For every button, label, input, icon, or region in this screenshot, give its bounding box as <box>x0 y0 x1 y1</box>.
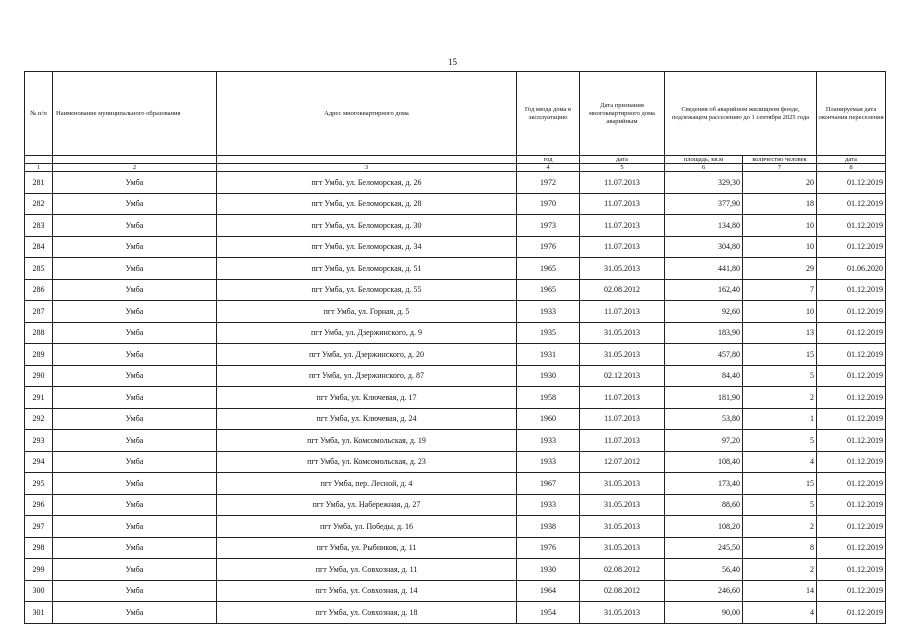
table-row <box>25 387 886 409</box>
table-row <box>25 451 886 473</box>
people-cell: 2 <box>743 516 817 538</box>
year-cell: 1933 <box>517 494 580 516</box>
year-cell: 1933 <box>517 430 580 452</box>
year-cell: 1958 <box>517 387 580 409</box>
address-cell: пгт Умба, ул. Ключевая, д. 24 <box>217 408 517 430</box>
municipality-cell: Умба <box>53 580 217 602</box>
municipality-cell: Умба <box>53 451 217 473</box>
year-cell: 1938 <box>517 516 580 538</box>
row-number-cell: 301 <box>25 602 53 624</box>
planned-date-cell: 01.12.2019 <box>817 473 886 495</box>
page-number: 15 <box>448 57 457 67</box>
year-cell: 1935 <box>517 322 580 344</box>
column-number: 5 <box>580 164 665 172</box>
planned-date-cell: 01.06.2020 <box>817 258 886 280</box>
planned-date-cell: 01.12.2019 <box>817 559 886 581</box>
recognition-date-cell: 31.05.2013 <box>580 258 665 280</box>
subheader-row <box>25 156 886 164</box>
table-row <box>25 365 886 387</box>
planned-date-cell: 01.12.2019 <box>817 387 886 409</box>
address-cell: пгт Умба, ул. Победы, д. 16 <box>217 516 517 538</box>
address-cell: пгт Умба, ул. Дзержинского, д. 20 <box>217 344 517 366</box>
row-number-cell: 289 <box>25 344 53 366</box>
municipality-cell: Умба <box>53 537 217 559</box>
row-number-cell: 296 <box>25 494 53 516</box>
row-number-cell: 283 <box>25 215 53 237</box>
column-number: 7 <box>743 164 817 172</box>
people-cell: 4 <box>743 451 817 473</box>
planned-date-cell: 01.12.2019 <box>817 451 886 473</box>
subheader-year: год <box>517 156 580 164</box>
address-cell: пгт Умба, ул. Совхозная, д. 11 <box>217 559 517 581</box>
recognition-date-cell: 11.07.2013 <box>580 215 665 237</box>
address-cell: пгт Умба, ул. Комсомольская, д. 23 <box>217 451 517 473</box>
address-cell: пгт Умба, ул. Беломорская, д. 26 <box>217 172 517 194</box>
table-row <box>25 215 886 237</box>
address-cell: пгт Умба, ул. Беломорская, д. 55 <box>217 279 517 301</box>
row-number-cell: 287 <box>25 301 53 323</box>
year-cell: 1967 <box>517 473 580 495</box>
table-row <box>25 602 886 624</box>
address-cell: пгт Умба, ул. Комсомольская, д. 19 <box>217 430 517 452</box>
row-number-cell: 299 <box>25 559 53 581</box>
column-number: 4 <box>517 164 580 172</box>
row-number-cell: 291 <box>25 387 53 409</box>
planned-date-cell: 01.12.2019 <box>817 537 886 559</box>
row-number-cell: 285 <box>25 258 53 280</box>
table-row <box>25 279 886 301</box>
people-cell: 15 <box>743 473 817 495</box>
address-cell: пгт Умба, ул. Совхозная, д. 14 <box>217 580 517 602</box>
recognition-date-cell: 31.05.2013 <box>580 473 665 495</box>
municipality-cell: Умба <box>53 344 217 366</box>
subheader-end-date: дата <box>817 156 886 164</box>
area-cell: 329,30 <box>665 172 743 194</box>
area-cell: 56,40 <box>665 559 743 581</box>
year-cell: 1964 <box>517 580 580 602</box>
area-cell: 92,60 <box>665 301 743 323</box>
recognition-date-cell: 02.08.2012 <box>580 559 665 581</box>
row-number-cell: 290 <box>25 365 53 387</box>
header-planned-date: Планируемая дата окончания переселения <box>817 72 886 156</box>
header-year: Год ввода дома в эксплуатацию <box>517 72 580 156</box>
area-cell: 441,80 <box>665 258 743 280</box>
address-cell: пгт Умба, ул. Беломорская, д. 28 <box>217 193 517 215</box>
year-cell: 1931 <box>517 344 580 366</box>
address-cell: пгт Умба, ул. Ключевая, д. 17 <box>217 387 517 409</box>
municipality-cell: Умба <box>53 602 217 624</box>
column-number: 1 <box>25 164 53 172</box>
address-cell: пгт Умба, ул. Рыбников, д. 11 <box>217 537 517 559</box>
planned-date-cell: 01.12.2019 <box>817 408 886 430</box>
municipality-cell: Умба <box>53 258 217 280</box>
recognition-date-cell: 02.08.2012 <box>580 580 665 602</box>
municipality-cell: Умба <box>53 387 217 409</box>
people-cell: 1 <box>743 408 817 430</box>
people-cell: 7 <box>743 279 817 301</box>
header-row-number: № п/п <box>25 72 53 156</box>
municipality-cell: Умба <box>53 301 217 323</box>
area-cell: 246,60 <box>665 580 743 602</box>
subheader-date: дата <box>580 156 665 164</box>
year-cell: 1960 <box>517 408 580 430</box>
header-municipality: Наименование муниципального образования <box>53 72 217 156</box>
planned-date-cell: 01.12.2019 <box>817 580 886 602</box>
table-row <box>25 516 886 538</box>
municipality-cell: Умба <box>53 494 217 516</box>
planned-date-cell: 01.12.2019 <box>817 215 886 237</box>
header-address: Адрес многоквартирного дома <box>217 72 517 156</box>
people-cell: 13 <box>743 322 817 344</box>
year-cell: 1976 <box>517 236 580 258</box>
address-cell: пгт Умба, пер. Лесной, д. 4 <box>217 473 517 495</box>
table-row <box>25 430 886 452</box>
people-cell: 5 <box>743 494 817 516</box>
people-cell: 8 <box>743 537 817 559</box>
area-cell: 162,40 <box>665 279 743 301</box>
area-cell: 108,20 <box>665 516 743 538</box>
address-cell: пгт Умба, ул. Набережная, д. 27 <box>217 494 517 516</box>
column-number: 8 <box>817 164 886 172</box>
planned-date-cell: 01.12.2019 <box>817 344 886 366</box>
planned-date-cell: 01.12.2019 <box>817 301 886 323</box>
planned-date-cell: 01.12.2019 <box>817 322 886 344</box>
area-cell: 88,60 <box>665 494 743 516</box>
planned-date-cell: 01.12.2019 <box>817 430 886 452</box>
people-cell: 5 <box>743 365 817 387</box>
recognition-date-cell: 11.07.2013 <box>580 172 665 194</box>
people-cell: 20 <box>743 172 817 194</box>
area-cell: 134,80 <box>665 215 743 237</box>
people-cell: 29 <box>743 258 817 280</box>
planned-date-cell: 01.12.2019 <box>817 494 886 516</box>
people-cell: 5 <box>743 430 817 452</box>
recognition-date-cell: 11.07.2013 <box>580 430 665 452</box>
subheader-people: количество человек <box>743 156 817 164</box>
recognition-date-cell: 12.07.2012 <box>580 451 665 473</box>
recognition-date-cell: 31.05.2013 <box>580 602 665 624</box>
recognition-date-cell: 02.12.2013 <box>580 365 665 387</box>
year-cell: 1954 <box>517 602 580 624</box>
table-row <box>25 344 886 366</box>
recognition-date-cell: 31.05.2013 <box>580 494 665 516</box>
people-cell: 2 <box>743 387 817 409</box>
header-emergency-fund: Сведения об аварийном жилищном фонде, подлежащем расселению до 1 сентября 2025 года <box>665 72 817 156</box>
planned-date-cell: 01.12.2019 <box>817 365 886 387</box>
municipality-cell: Умба <box>53 172 217 194</box>
table-row <box>25 559 886 581</box>
subheader-area: площадь, кв.м <box>665 156 743 164</box>
table-row <box>25 473 886 495</box>
area-cell: 108,40 <box>665 451 743 473</box>
people-cell: 4 <box>743 602 817 624</box>
table-row <box>25 408 886 430</box>
people-cell: 10 <box>743 215 817 237</box>
table-row <box>25 193 886 215</box>
year-cell: 1970 <box>517 193 580 215</box>
municipality-cell: Умба <box>53 236 217 258</box>
address-cell: пгт Умба, ул. Беломорская, д. 30 <box>217 215 517 237</box>
address-cell: пгт Умба, ул. Дзержинского, д. 9 <box>217 322 517 344</box>
recognition-date-cell: 31.05.2013 <box>580 322 665 344</box>
row-number-cell: 288 <box>25 322 53 344</box>
area-cell: 245,50 <box>665 537 743 559</box>
municipality-cell: Умба <box>53 365 217 387</box>
table-body <box>25 172 886 624</box>
column-number: 2 <box>53 164 217 172</box>
row-number-cell: 300 <box>25 580 53 602</box>
area-cell: 457,80 <box>665 344 743 366</box>
recognition-date-cell: 11.07.2013 <box>580 193 665 215</box>
planned-date-cell: 01.12.2019 <box>817 236 886 258</box>
people-cell: 18 <box>743 193 817 215</box>
row-number-cell: 294 <box>25 451 53 473</box>
municipality-cell: Умба <box>53 473 217 495</box>
area-cell: 377,90 <box>665 193 743 215</box>
column-number-row <box>25 164 886 172</box>
recognition-date-cell: 11.07.2013 <box>580 408 665 430</box>
address-cell: пгт Умба, ул. Беломорская, д. 34 <box>217 236 517 258</box>
people-cell: 10 <box>743 301 817 323</box>
address-cell: пгт Умба, ул. Горная, д. 5 <box>217 301 517 323</box>
people-cell: 15 <box>743 344 817 366</box>
area-cell: 304,80 <box>665 236 743 258</box>
year-cell: 1933 <box>517 451 580 473</box>
header-row <box>25 72 886 156</box>
table-row <box>25 258 886 280</box>
row-number-cell: 298 <box>25 537 53 559</box>
recognition-date-cell: 31.05.2013 <box>580 537 665 559</box>
planned-date-cell: 01.12.2019 <box>817 279 886 301</box>
table-row <box>25 537 886 559</box>
address-cell: пгт Умба, ул. Совхозная, д. 18 <box>217 602 517 624</box>
municipality-cell: Умба <box>53 516 217 538</box>
table-row <box>25 580 886 602</box>
row-number-cell: 282 <box>25 193 53 215</box>
recognition-date-cell: 11.07.2013 <box>580 236 665 258</box>
recognition-date-cell: 11.07.2013 <box>580 301 665 323</box>
area-cell: 183,90 <box>665 322 743 344</box>
people-cell: 2 <box>743 559 817 581</box>
area-cell: 84,40 <box>665 365 743 387</box>
table-row <box>25 322 886 344</box>
recognition-date-cell: 02.08.2012 <box>580 279 665 301</box>
year-cell: 1965 <box>517 279 580 301</box>
municipality-cell: Умба <box>53 322 217 344</box>
year-cell: 1972 <box>517 172 580 194</box>
row-number-cell: 292 <box>25 408 53 430</box>
column-number: 6 <box>665 164 743 172</box>
column-number: 3 <box>217 164 517 172</box>
people-cell: 14 <box>743 580 817 602</box>
recognition-date-cell: 11.07.2013 <box>580 387 665 409</box>
recognition-date-cell: 31.05.2013 <box>580 344 665 366</box>
row-number-cell: 286 <box>25 279 53 301</box>
row-number-cell: 281 <box>25 172 53 194</box>
row-number-cell: 297 <box>25 516 53 538</box>
year-cell: 1976 <box>517 537 580 559</box>
year-cell: 1933 <box>517 301 580 323</box>
municipality-cell: Умба <box>53 215 217 237</box>
planned-date-cell: 01.12.2019 <box>817 602 886 624</box>
recognition-date-cell: 31.05.2013 <box>580 516 665 538</box>
table-row <box>25 494 886 516</box>
planned-date-cell: 01.12.2019 <box>817 193 886 215</box>
municipality-cell: Умба <box>53 193 217 215</box>
municipality-cell: Умба <box>53 408 217 430</box>
area-cell: 173,40 <box>665 473 743 495</box>
area-cell: 181,90 <box>665 387 743 409</box>
header-recognition-date: Дата признания многоквартирного дома аварийным <box>580 72 665 156</box>
row-number-cell: 293 <box>25 430 53 452</box>
row-number-cell: 284 <box>25 236 53 258</box>
people-cell: 10 <box>743 236 817 258</box>
table-row <box>25 301 886 323</box>
area-cell: 53,80 <box>665 408 743 430</box>
year-cell: 1930 <box>517 559 580 581</box>
municipality-cell: Умба <box>53 559 217 581</box>
area-cell: 97,20 <box>665 430 743 452</box>
year-cell: 1965 <box>517 258 580 280</box>
table-row <box>25 236 886 258</box>
table-row <box>25 172 886 194</box>
planned-date-cell: 01.12.2019 <box>817 516 886 538</box>
housing-table <box>24 71 886 624</box>
area-cell: 90,00 <box>665 602 743 624</box>
year-cell: 1930 <box>517 365 580 387</box>
address-cell: пгт Умба, ул. Дзержинского, д. 87 <box>217 365 517 387</box>
year-cell: 1973 <box>517 215 580 237</box>
municipality-cell: Умба <box>53 279 217 301</box>
address-cell: пгт Умба, ул. Беломорская, д. 51 <box>217 258 517 280</box>
row-number-cell: 295 <box>25 473 53 495</box>
planned-date-cell: 01.12.2019 <box>817 172 886 194</box>
municipality-cell: Умба <box>53 430 217 452</box>
